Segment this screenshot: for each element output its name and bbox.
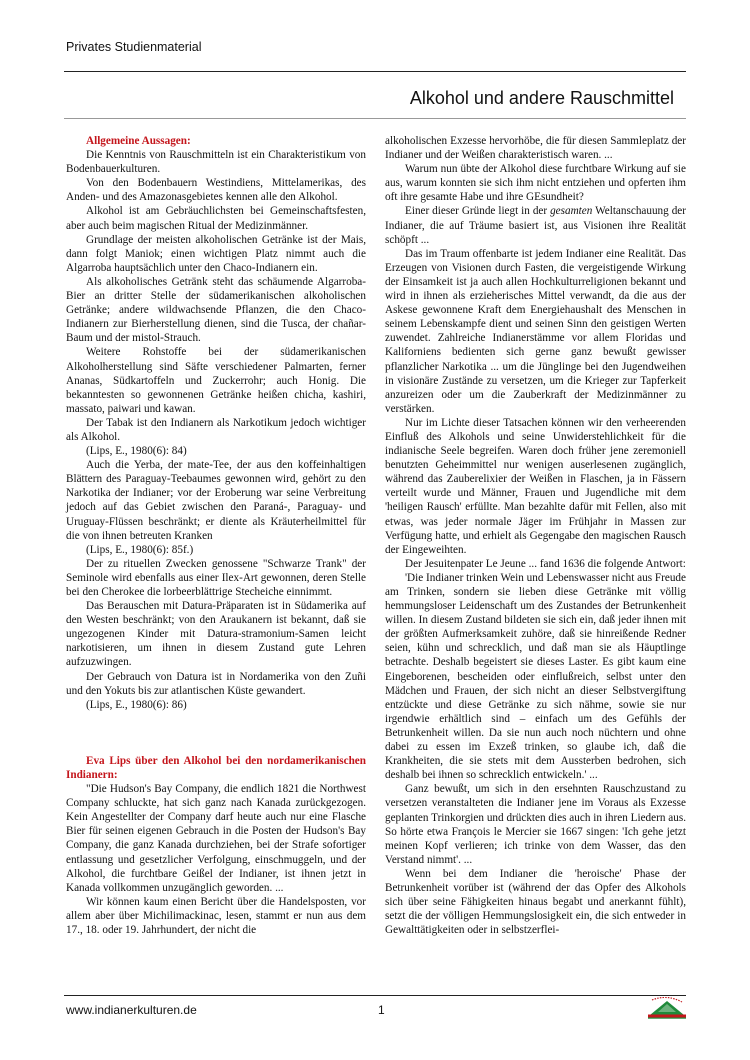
paragraph: Wenn bei dem Indianer die 'heroische' Phase der Betrunkenheit vorüber ist (während der das Opfer des Alkohols sich über seine Fähigkeiten hinaus begabt und anerkannt fühlt), setzt die der völligen Hemmungslosigkeit ein, die sich entweder in Gewalttätigkeiten oder in selbstzerflei- (385, 867, 686, 937)
paragraph: Ganz bewußt, um sich in den ersehnten Rauschzustand zu versetzen veranstalteten die Indianer jene im Voraus als Exzesse geplanten Trinkorgien und drückten dies auch in ihren Liedern aus. So hörte etwa François le Mercier sie 1667 singen: 'Ich gehe jetzt meinen Kopf verlieren; ich trinke von dem Wasser, das den Verstand nimmt'. ... (385, 783, 686, 866)
text-run: Weltanschauung der Indianer, die auf Träume basiert ist, aus Visionen ihre Realität schöpft ... (385, 205, 686, 246)
footer-url: www.indianerkulturen.de (66, 1003, 197, 1017)
paragraph: Alkohol ist am Gebräuchlichsten bei Gemeinschaftsfesten, aber auch beim magischen Ritual der Medizinmänner. (66, 205, 366, 232)
paragraph: Auch die Yerba, der mate-Tee, der aus den koffeinhaltigen Blättern des Paraguay-Teebaumes gewonnen wird, gehört zu den Narkotika der Indianer; vor der Eroberung war seine Verbreitung jedoch auf das Gebiet zwischen den Paraná-, Paraguay- und Uruguay-Flüssen beschränkt; er diente als Kräuterheilmittel für die von ihnen betreuten Kranken (66, 459, 366, 542)
paragraph (385, 204, 686, 246)
emphasis-text: gesamten (550, 205, 593, 218)
citation: (Lips, E., 1980(6): 84) (86, 445, 187, 458)
spacer (66, 712, 366, 754)
paragraph: Warum nun übte der Alkohol diese furchtbare Wirkung auf sie aus, warum konnten sie sich ihm nicht entziehen und opferten ihm oft ihre gesamte Habe und ihre GEsundheit? (385, 163, 686, 204)
page-title: Alkohol und andere Rauschmittel (409, 88, 674, 108)
section-heading-eva-lips: Eva Lips über den Alkohol bei den nordamerikanischen Indianern: (66, 754, 366, 781)
right-column (385, 134, 686, 937)
paragraph: Der Tabak ist den Indianern als Narkotikum jedoch wichtiger als Alkohol. (66, 416, 366, 443)
header-rule (64, 71, 686, 72)
paragraph: Die Kenntnis von Rauschmitteln ist ein Charakteristikum von Bodenbauerkulturen. (66, 149, 366, 176)
quote-paragraph: Wir können kaum einen Bericht über die Handelsposten, vor allem aber über Michilimackinac, lesen, stammt er nun aus dem 17., 18. oder 19. Jahrhundert, der nicht die (66, 895, 366, 936)
left-column (66, 134, 366, 937)
paragraph: Der Jesuitenpater Le Jeune ... fand 1636 die folgende Antwort: (405, 557, 686, 570)
title-rule (64, 118, 686, 119)
paragraph: Als alkoholisches Getränk steht das schäumende Algarroba-Bier an dritter Stelle der südamerikanischen alkoholischen Getränke; andere wildwachsende Pflanzen, die den Chaco-Indianern zur Bierherstellung dienen, sind die Tusca, der chañar-Baum und der mistol-Strauch. (66, 275, 366, 345)
page-number: 1 (378, 1003, 385, 1017)
paragraph: Der zu rituellen Zwecken genossene "Schwarze Trank" der Seminole wird ebenfalls aus einer Ilex-Art gewonnen, deren Stelle bei den Cherokee die lorbeerblättrige Stecheiche einnimmt. (66, 557, 366, 598)
paragraph: Der Gebrauch von Datura ist in Nordamerika von den Zuñi und den Yokuts bis zur atlantischen Küste gewandert. (66, 670, 366, 697)
paragraph: Das im Traum offenbarte ist jedem Indianer eine Realität. Das Erzeugen von Visionen durch Fasten, die vergeistigende Wirkung der Einsamkeit ist ja auch allen Hochkulturreligionen bekannt und wird in ihnen als erzieherisches Mittel verwandt, da die aus der Askese gewonnene Kraft dem Energiehaushalt des Menschen in seinem Lebenskampfe dient und seinen Sinn den geistigen Werten zuwendet. Zahlreiche Indianerstämme vor allem Floridas und Kaliforniens bedienten sich gerne ganz bewußt gewisser pflanzlicher Narkotika ... um die Jünglinge bei den Jugendweihen in visionäre Zustände zu versetzen, um die Krieger zur Tapferkeit anzureizen oder um die Zauberkraft der Medizinmänner zu verstärken. (385, 247, 686, 415)
paragraph: Weitere Rohstoffe bei der südamerikanischen Alkoholherstellung sind Säfte verschiedener Palmarten, ferner Ananas, Südkartoffeln und Zuckerrohr; auch Honig. Die bekanntesten so gewonnenen Getränke heißen chicha, kashiri, massato, paiwari und kawan. (66, 346, 366, 415)
indianerkulturen-logo-icon (646, 997, 688, 1019)
text-run: Einer dieser Gründe liegt in der (405, 205, 551, 218)
quote-paragraph: "Die Hudson's Bay Company, die endlich 1821 die Northwest Company schluckte, hat sich ganz nach Kanada zurückgezogen. Kein Angestellter der Company darf heute auch nur eine Flasche Bier für seinen eigenen Gebrauch in die Posten der Hudson's Bay Company, die ganz Kanada durchziehen, bei der Strafe sofortiger entlassung und gesetzlicher Verfolgung, einschmuggeln, und der Alkohol, die furchtbare Geißel der Indianer, ist ihnen jetzt in Kanada vollkommen unzugänglich geworden. ... (66, 783, 366, 894)
document-header-label: Privates Studienmaterial (66, 40, 202, 54)
paragraph: Grundlage der meisten alkoholischen Getränke ist der Mais, dann folgt Maniok; einen wichtigen Platz nimmt auch die Algarroba hauptsächlich unter den Chaco-Indianern ein. (66, 233, 366, 274)
paragraph: Von den Bodenbauern Westindiens, Mittelamerikas, des Anden- und des Amazonasgebietes kennen alle den Alkohol. (66, 177, 366, 204)
paragraph: alkoholischen Exzesse hervorhöbe, die für diesen Sammleplatz der Indianer und der Weißen charakteristisch waren. ... (385, 135, 686, 162)
paragraph: Das Berauschen mit Datura-Präparaten ist in Südamerika auf den Westen beschränkt; von den Araukanern ist bekannt, daß sie ungezogenen Kinder mit Datura-stramonium-Samen leicht narkotisieren, um ihnen in diesem Zustand gute Lehren aufzuzwingen. (66, 600, 366, 669)
citation: (Lips, E., 1980(6): 85f.) (86, 543, 194, 556)
paragraph: Nur im Lichte dieser Tatsachen können wir den verheerenden Einfluß des Alkohols und seine Unwiderstehlichkeit für die indianische Seele begreifen. Waren doch früher jene zeremoniell benutzten Geheimmittel nur wenigen auserlesenen zugänglich, während das Zauberelixier der Weißen in Flaschen, ja in Fässern verteilt wurde und Männer, Frauen und Jugendliche mit dem 'heiligen Rausch' erfüllte. Man bezahlte dafür mit Fellen, also mit etwas, was jeder normale Jäger im Frühjahr in Massen zur Verfügung hatte, und erhielt als Gegengabe den magischen Rausch der Eingeweihten. (385, 416, 686, 556)
section-heading-general: Allgemeine Aussagen: (86, 135, 191, 147)
quote-paragraph: 'Die Indianer trinken Wein und Lebenswasser nicht aus Freude am Trinken, sondern sie lieben diese Getränke mit völlig hemmungsloser Leidenschaft um des Zustandes der Betrunkenheit willen. In diesem Zustand bildeten sie sich ein, daß jeder ihnen mit der größten Aufmerksamkeit zuhöre, daß sie hinreißende Redner seien, kühn und schrecklich, und daß man sie als Häuptlinge betrachte. Deshalb begeistert sie dieses Laster. Es gibt kaum eine Eingeborenen, bescheiden oder einflußreich, selbst unter den Mädchen und Frauen, der sich nicht an dieser Selbstvergiftung entzückte und diese Getränke zu sich nähme, sowie sie nur irgendwie erhältlich sind – einfach um des Gefühls der Betrunkenheit willen. Da sie nun auch noch nüchtern und ohne dabei zu essen im Exzeß trinken, so glaube ich, daß die Krankheiten, die sie stets mit dem Aussterben bedrohen, sich deshalb bei ihnen so schrecklich entwickeln.' ... (385, 571, 686, 782)
citation: (Lips, E., 1980(6): 86) (86, 698, 187, 711)
footer-rule (64, 995, 686, 996)
